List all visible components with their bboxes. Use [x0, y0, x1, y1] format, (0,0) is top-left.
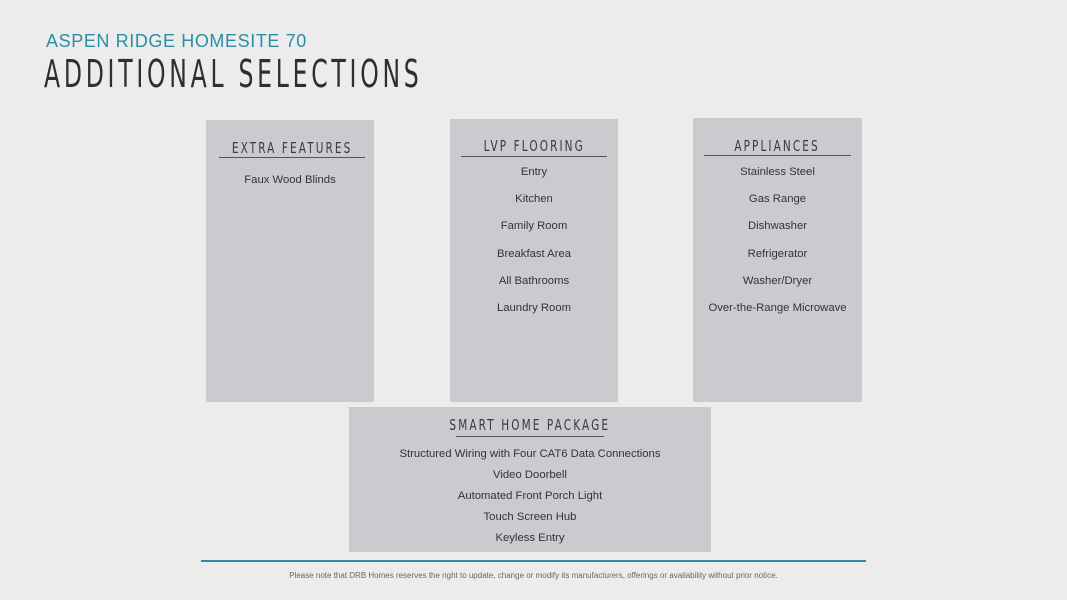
list-item: Automated Front Porch Light	[457, 490, 603, 503]
lvp-flooring-panel	[450, 119, 618, 402]
footer-disclaimer: Please note that DRB Homes reserves the right to update, change or modify its manufacturers, offerings or availability without prior notice.	[289, 571, 778, 580]
heading-divider	[219, 157, 365, 158]
list-item: Refrigerator	[747, 247, 808, 260]
list-item: Breakfast Area	[496, 247, 572, 260]
appliances-heading: APPLIANCES	[734, 137, 821, 155]
list-item: Family Room	[500, 220, 568, 233]
list-item: Kitchen	[515, 193, 553, 206]
list-item: Structured Wiring with Four CAT6 Data Connections	[399, 448, 661, 460]
list-item: Laundry Room	[496, 301, 572, 314]
appliances-list	[693, 165, 862, 328]
list-item: All Bathrooms	[498, 274, 570, 287]
page-subtitle: ASPEN RIDGE HOMESITE 70	[46, 31, 307, 51]
lvp-flooring-list	[450, 165, 618, 328]
list-item: Keyless Entry	[495, 532, 565, 545]
appliances-panel	[693, 118, 862, 402]
extra-features-list	[206, 173, 374, 200]
list-item: Over-the-Range Microwave	[708, 301, 847, 314]
list-item: Video Doorbell	[493, 469, 567, 482]
list-item: Faux Wood Blinds	[244, 174, 336, 186]
list-item: Stainless Steel	[740, 166, 815, 178]
smart-home-list	[349, 447, 711, 552]
list-item: Dishwasher	[747, 220, 808, 233]
heading-divider	[456, 436, 604, 437]
extra-features-heading: EXTRA FEATURES	[231, 139, 353, 157]
smart-home-package-panel	[349, 407, 711, 552]
list-item: Gas Range	[748, 193, 807, 206]
list-item: Washer/Dryer	[742, 274, 813, 287]
heading-divider	[461, 156, 607, 157]
footer-divider	[201, 560, 866, 562]
smart-home-heading: SMART HOME PACKAGE	[449, 416, 611, 434]
list-item: Touch Screen Hub	[483, 511, 577, 524]
lvp-flooring-heading: LVP FLOORING	[483, 137, 585, 155]
page-title: ADDITIONAL SELECTIONS	[44, 52, 423, 96]
heading-divider	[704, 155, 851, 156]
list-item: Entry	[520, 166, 548, 178]
extra-features-panel	[206, 120, 374, 402]
